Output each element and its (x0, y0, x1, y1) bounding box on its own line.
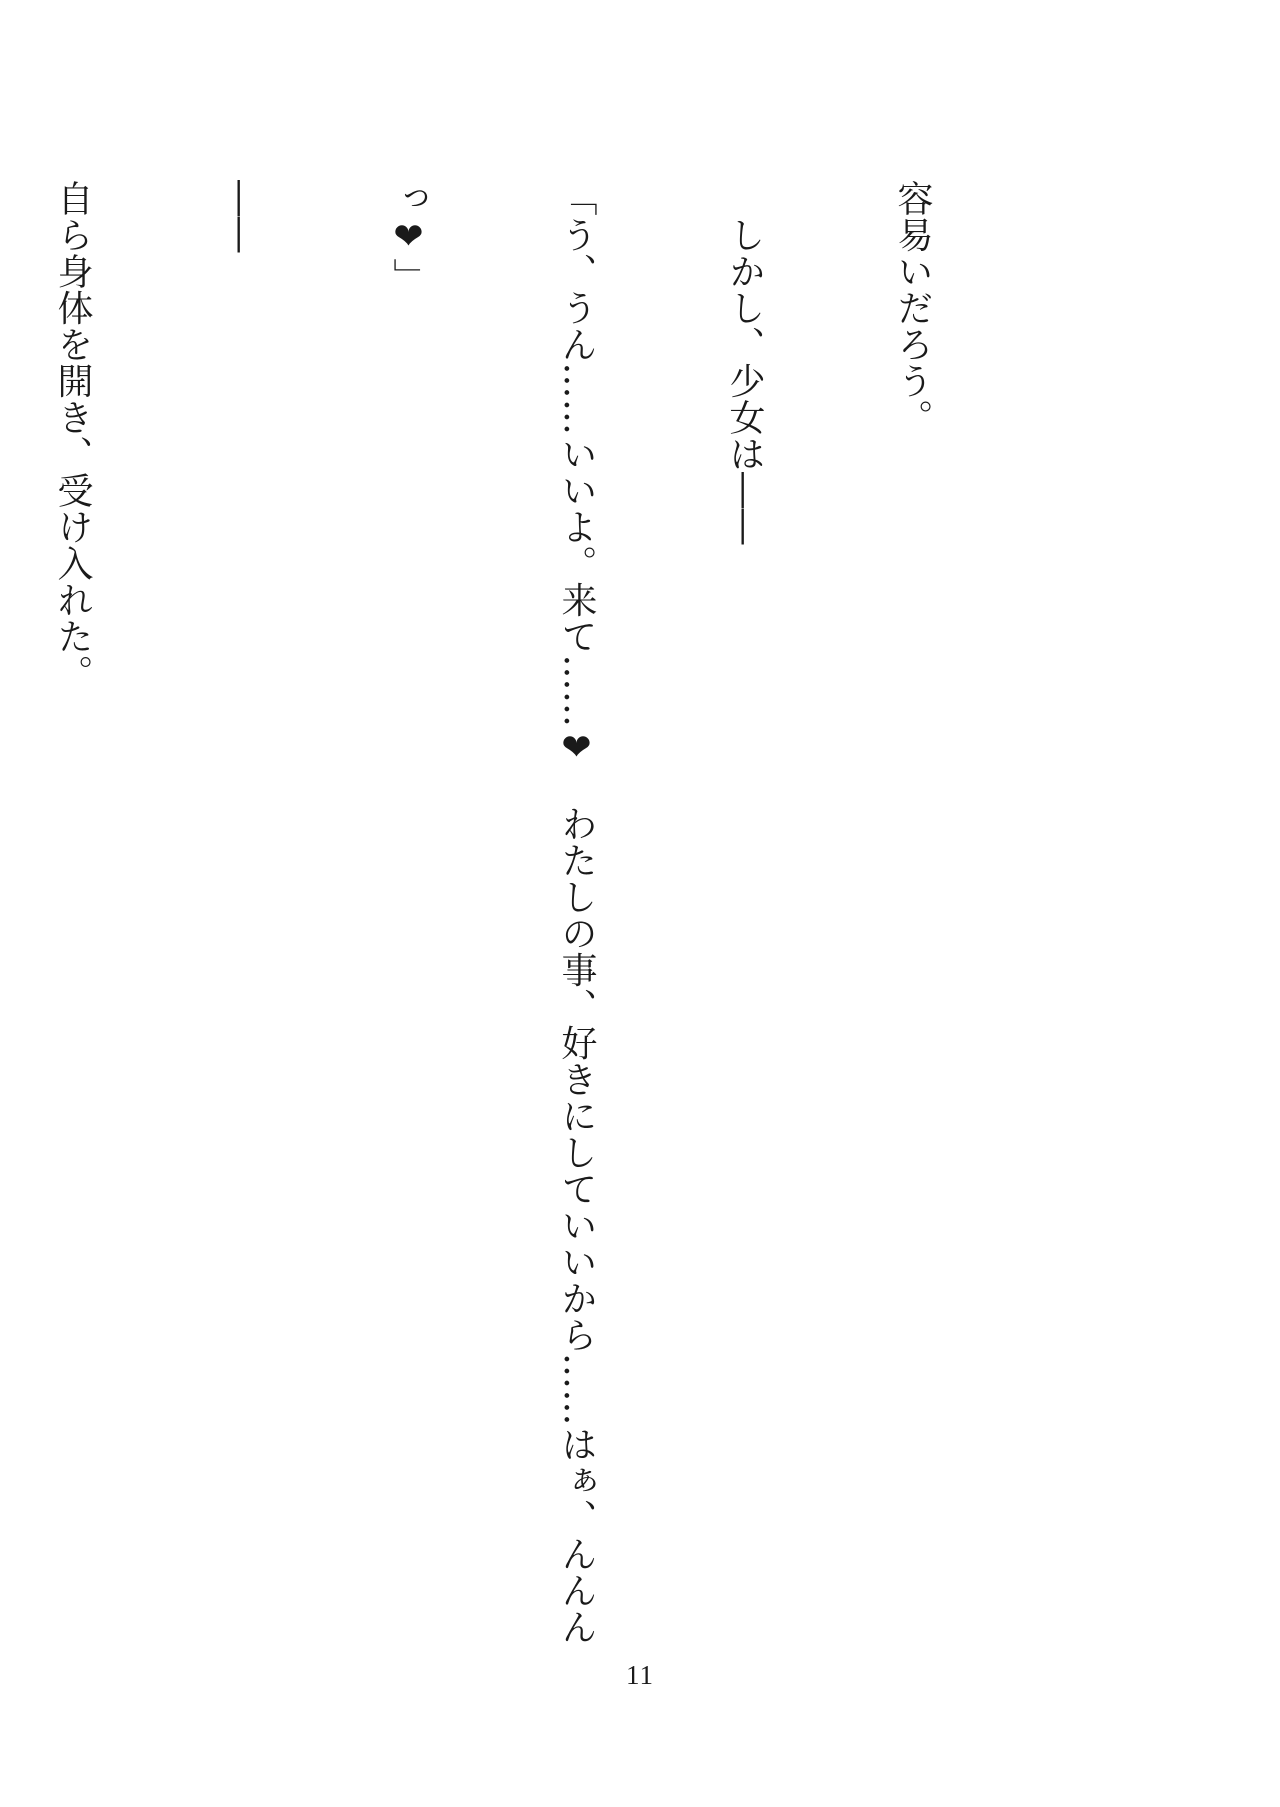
text-line: っ❤」 (388, 180, 429, 295)
text-line: ―― (220, 180, 261, 253)
text-line: 容易いだろう。 (892, 180, 933, 436)
page-number: 11 (626, 1660, 654, 1690)
text-line: 「う、うん……いいよ。来て……❤ わたしの事、好きにしていいから……はぁ、んんん (556, 180, 597, 1645)
vertical-body-text (0, 180, 1052, 1645)
text-line: 自ら身体を開き、受け入れた。 (52, 180, 93, 691)
text-line: しかし、少女は―― (724, 180, 765, 545)
